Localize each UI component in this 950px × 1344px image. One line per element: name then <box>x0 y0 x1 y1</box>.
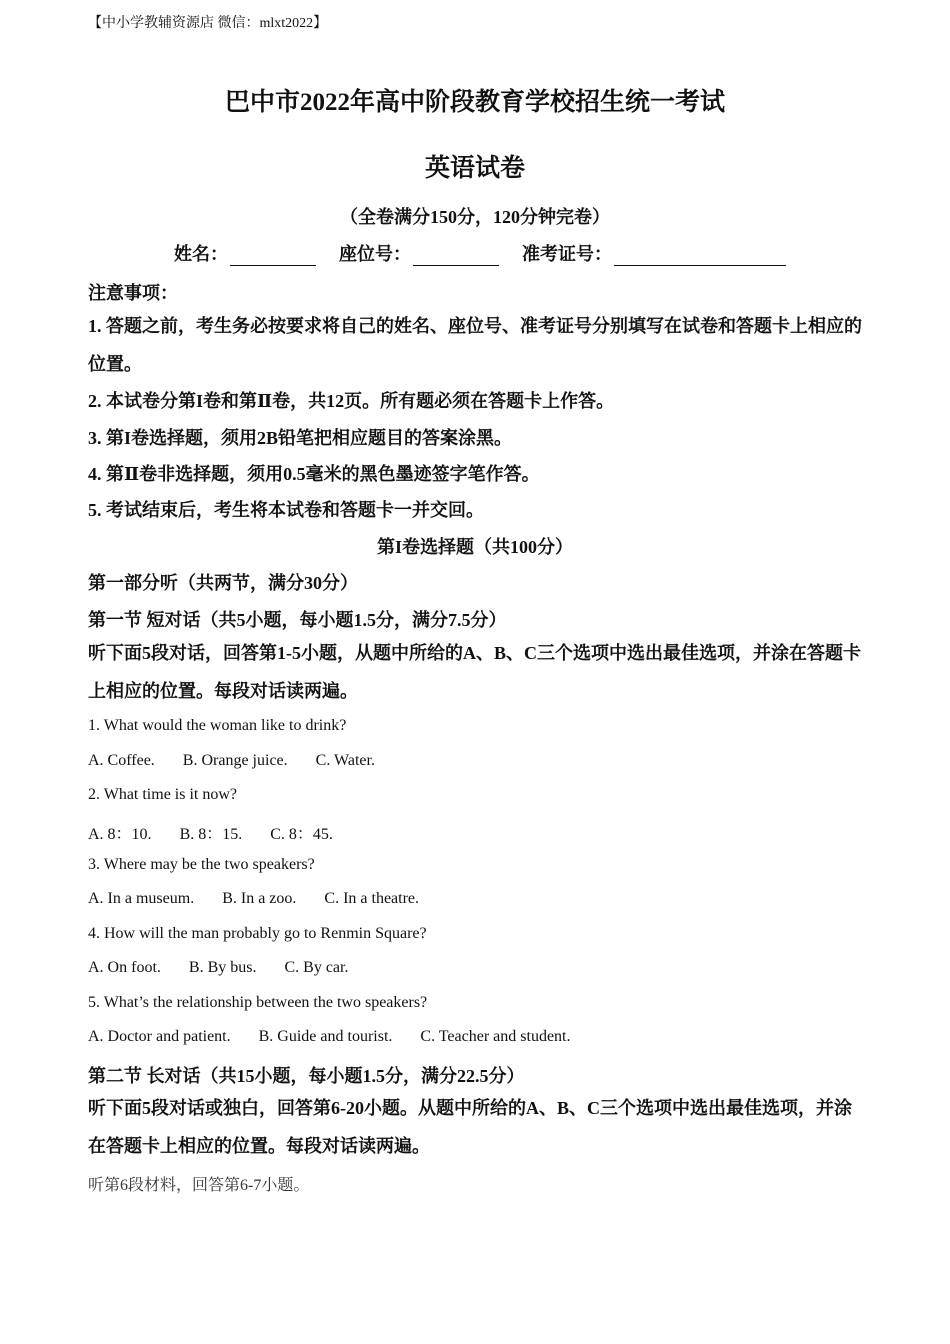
option-c: C. By car. <box>284 959 349 976</box>
notice-item-2: 2. 本试卷分第I卷和第Ⅱ卷，共12页。所有题必须在答题卡上作答。 <box>88 391 615 411</box>
question-1: 1. What would the woman like to drink? <box>88 717 347 734</box>
header-note: 【中小学教辅资源店 微信：mlxt2022】 <box>88 16 328 31</box>
option-b: B. Guide and tourist. <box>258 1028 393 1045</box>
option-c: C. Water. <box>315 752 375 769</box>
notice-heading: 注意事项： <box>88 283 178 303</box>
option-b: B. In a zoo. <box>222 890 297 907</box>
question-4-options <box>88 959 376 977</box>
volume-heading: 第I卷选择题（共100分） <box>376 537 573 557</box>
section1-instruction: 听下面5段对话，回答第1-5小题，从题中所给的A、B、C三个选项中选出最佳选项，并涂在答题卡上相应的位置。每段对话读两遍。 <box>88 643 861 701</box>
name-blank <box>230 245 316 266</box>
option-a: A. 8：10. <box>88 826 152 843</box>
name-label: 姓名： <box>174 244 228 264</box>
question-4: 4. How will the man probably go to Renmin Square? <box>88 925 427 942</box>
notice-item-3: 3. 第I卷选择题，须用2B铅笔把相应题目的答案涂黑。 <box>88 428 513 448</box>
question-3: 3. Where may be the two speakers? <box>88 856 315 873</box>
option-a: A. Doctor and patient. <box>88 1028 231 1045</box>
section2-instruction: 听下面5段对话或独白，回答第6-20小题。从题中所给的A、B、C三个选项中选出最佳选项，并涂在答题卡上相应的位置。每段对话读两遍。 <box>88 1098 852 1156</box>
option-c: C. Teacher and student. <box>420 1028 571 1045</box>
option-c: C. 8：45. <box>270 826 333 843</box>
option-b: B. By bus. <box>188 959 257 976</box>
exam-title: 巴中市2022年高中阶段教育学校招生统一考试 <box>224 89 725 116</box>
notice-item-5: 5. 考试结束后，考生将本试卷和答题卡一并交回。 <box>88 500 484 520</box>
question-2: 2. What time is it now? <box>88 786 238 803</box>
option-b: B. Orange juice. <box>182 752 288 769</box>
part1-heading: 第一部分听（共两节，满分30分） <box>88 573 358 593</box>
notice-item-4: 4. 第Ⅱ卷非选择题，须用0.5毫米的黑色墨迹签字笔作答。 <box>88 464 540 484</box>
subject-title: 英语试卷 <box>424 155 525 182</box>
option-a: A. On foot. <box>88 959 161 976</box>
candidate-fields <box>174 240 786 266</box>
question-3-options <box>88 890 447 908</box>
seat-label: 座位号： <box>339 244 411 264</box>
question-2-options <box>88 821 361 844</box>
option-a: A. In a museum. <box>88 890 195 907</box>
seat-blank <box>413 245 499 266</box>
score-note: （全卷满分150分，120分钟完卷） <box>340 207 610 227</box>
section2-heading: 第二节 长对话（共15小题，每小题1.5分，满分22.5分） <box>88 1066 525 1086</box>
question-5-options <box>88 1028 598 1046</box>
question-5: 5. What’s the relationship between the two speakers? <box>88 994 428 1011</box>
section2-sub-note: 听第6段材料，回答第6-7小题。 <box>88 1177 310 1194</box>
exam-no-label: 准考证号： <box>522 244 612 264</box>
notice-item-1: 1. 答题之前，考生务必按要求将自己的姓名、座位号、准考证号分别填写在试卷和答题卡上相应的位置。 <box>88 316 862 374</box>
option-c: C. In a theatre. <box>324 890 420 907</box>
exam-no-blank <box>614 245 786 266</box>
section1-heading: 第一节 短对话（共5小题，每小题1.5分，满分7.5分） <box>88 610 507 630</box>
option-a: A. Coffee. <box>88 752 155 769</box>
question-1-options <box>88 752 403 770</box>
option-b: B. 8：15. <box>179 826 243 843</box>
